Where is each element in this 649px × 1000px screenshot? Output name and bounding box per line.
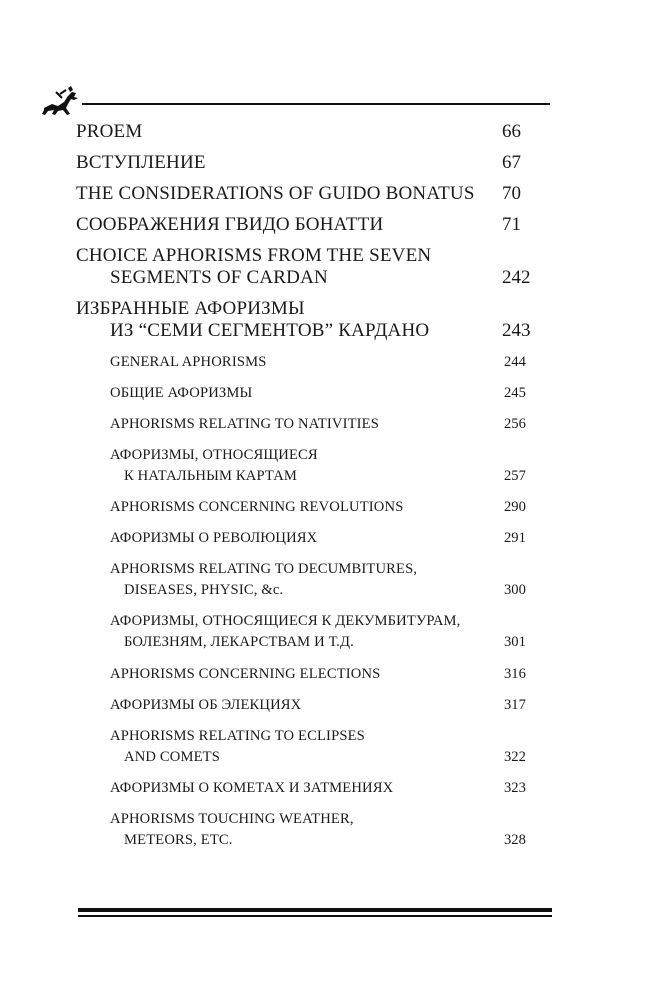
toc-entry-title: AND COMETS (124, 749, 220, 765)
toc-entry-title: СООБРАЖЕНИЯ ГВИДО БОНАТТИ (76, 214, 384, 235)
toc-entry-title: METEORS, ETC. (124, 832, 233, 848)
toc-entry-title: APHORISMS CONCERNING REVOLUTIONS (110, 499, 404, 515)
toc-entry-title: ИЗБРАННЫЕ АФОРИЗМЫ (76, 298, 305, 319)
toc-page-number: 328 (504, 832, 526, 848)
toc-entry-title: DISEASES, PHYSIC, &c. (124, 582, 284, 598)
toc-entry-title: APHORISMS RELATING TO NATIVITIES (110, 416, 379, 432)
toc-entry-title: АФОРИЗМЫ, ОТНОСЯЩИЕСЯ (110, 447, 318, 463)
toc-entry-title: ИЗ “СЕМИ СЕГМЕНТОВ” КАРДАНО (110, 320, 430, 341)
toc-entry-title: АФОРИЗМЫ, ОТНОСЯЩИЕСЯ К ДЕКУМБИТУРАМ, (110, 613, 461, 629)
toc-page-number: 242 (502, 267, 531, 288)
toc-entry-title: АФОРИЗМЫ О КОМЕТАХ И ЗАТМЕНИЯХ (110, 780, 394, 796)
toc-page-number: 322 (504, 749, 526, 765)
toc-entry-title: АФОРИЗМЫ О РЕВОЛЮЦИЯХ (110, 530, 318, 546)
toc-entry-title: ОБЩИЕ АФОРИЗМЫ (110, 385, 253, 401)
toc-entry-title: APHORISMS RELATING TO ECLIPSES (110, 728, 365, 744)
toc-entry-title: SEGMENTS OF CARDAN (110, 267, 328, 288)
toc-page-number: 71 (502, 214, 521, 235)
toc-entry-title: К НАТАЛЬНЫМ КАРТАМ (124, 468, 298, 484)
toc-page-number: 316 (504, 666, 526, 682)
toc-page-number: 291 (504, 530, 526, 546)
toc-page-number: 66 (502, 121, 521, 142)
toc-page-number: 257 (504, 468, 526, 484)
toc-page-number: 290 (504, 499, 526, 515)
toc-page-number: 301 (504, 634, 526, 650)
toc-entry-title: PROEM (76, 121, 143, 142)
toc-entry-title: БОЛЕЗНЯМ, ЛЕКАРСТВАМ И Т.Д. (124, 634, 354, 650)
toc-page-number: 243 (502, 320, 531, 341)
toc-entry-title: APHORISMS RELATING TO DECUMBITURES, (110, 561, 418, 577)
toc-entry-title: APHORISMS CONCERNING ELECTIONS (110, 666, 381, 682)
toc-entry-title: АФОРИЗМЫ ОБ ЭЛЕКЦИЯХ (110, 697, 302, 713)
toc-entry-title: THE CONSIDERATIONS OF GUIDO BONATUS (76, 183, 475, 204)
bottom-rule (78, 908, 552, 912)
toc-page-number: 70 (502, 183, 521, 204)
toc-entry-title: GENERAL APHORISMS (110, 354, 267, 370)
toc-page-number: 245 (504, 385, 526, 401)
toc-entry-title: CHOICE APHORISMS FROM THE SEVEN (76, 245, 432, 266)
toc-page-number: 300 (504, 582, 526, 598)
bottom-rule-thin (78, 915, 552, 917)
toc-page-number: 67 (502, 152, 521, 173)
toc-page-number: 323 (504, 780, 526, 796)
toc-page-number: 256 (504, 416, 526, 432)
toc-entry-title: ВСТУПЛЕНИЕ (76, 152, 206, 173)
toc-page-number: 317 (504, 697, 526, 713)
toc-page-number: 244 (504, 354, 526, 370)
toc-entry-title: APHORISMS TOUCHING WEATHER, (110, 811, 354, 827)
